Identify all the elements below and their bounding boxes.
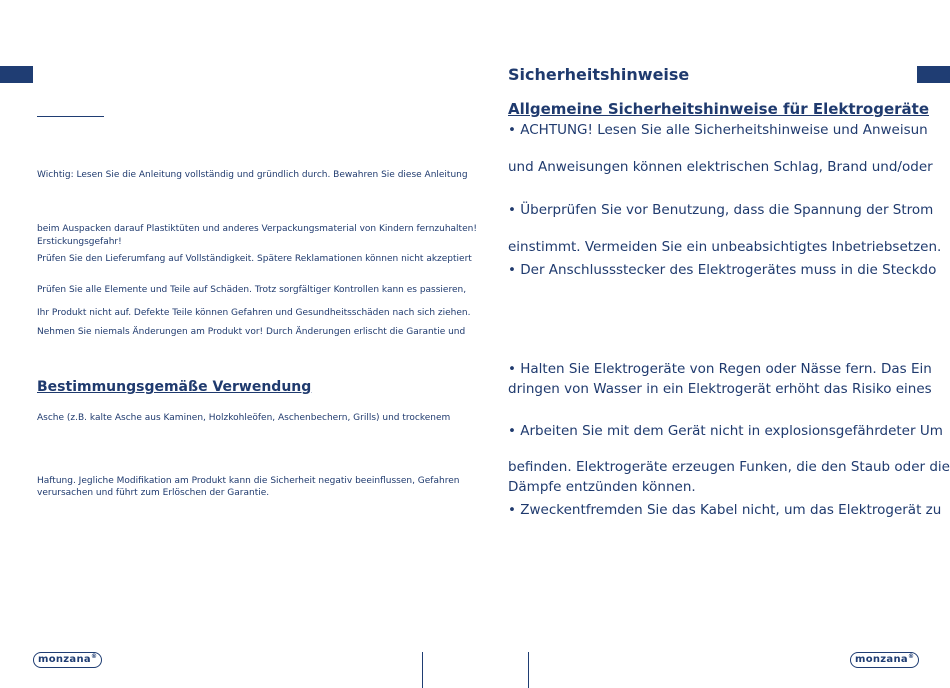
left-paragraph-4: Prüfen Sie den Lieferumfang auf Vollständigkeit. Spätere Reklamationen können nicht akzeptiert [37, 254, 472, 264]
section-paragraph-2: Haftung. Jegliche Modifikation am Produkt kann die Sicherheit negativ beeinflussen, Gefahren [37, 476, 460, 486]
safety-line-8: • Arbeiten Sie mit dem Gerät nicht in explosionsgefährdeter Um [508, 423, 943, 439]
left-heading-rule [37, 116, 104, 117]
safety-line-9: befinden. Elektrogeräte erzeugen Funken, die den Staub oder die [508, 459, 950, 475]
left-brand-logo-text: monzana [38, 654, 91, 665]
left-paragraph-1: Wichtig: Lesen Sie die Anleitung vollständig und gründlich durch. Bewahren Sie diese Anleitung [37, 170, 468, 180]
section-paragraph-1: Asche (z.B. kalte Asche aus Kaminen, Holzkohleöfen, Aschenbechern, Grills) und trockenem [37, 413, 451, 423]
safety-line-10: Dämpfe entzünden können. [508, 479, 696, 495]
right-brand-logo-text: monzana [855, 654, 908, 665]
left-paragraph-6: Ihr Produkt nicht auf. Defekte Teile können Gefahren und Gesundheitsschäden nach sich ziehen. [37, 308, 471, 318]
section-heading: Bestimmungsgemäße Verwendung [37, 379, 312, 395]
right-brand-logo [850, 652, 919, 668]
safety-line-6: • Halten Sie Elektrogeräte von Regen oder Nässe fern. Das Ein [508, 361, 932, 377]
left-brand-logo [33, 652, 102, 668]
left-registered-mark: ® [90, 653, 98, 660]
left-page-fold-mark [422, 652, 423, 688]
safety-line-5: • Der Anschlussstecker des Elektrogerätes muss in die Steckdo [508, 262, 937, 278]
section-paragraph-3: verursachen und führt zum Erlöschen der Garantie. [37, 488, 270, 498]
safety-line-4: einstimmt. Vermeiden Sie ein unbeabsichtigtes Inbetriebsetzen. [508, 239, 942, 255]
left-paragraph-7: Nehmen Sie niemals Änderungen am Produkt vor! Durch Änderungen erlischt die Garantie und [37, 327, 466, 337]
left-paragraph-3: Erstickungsgefahr! [37, 237, 122, 247]
right-page-fold-mark [528, 652, 529, 688]
safety-line-7: dringen von Wasser in ein Elektrogerät erhöht das Risiko eines [508, 381, 932, 397]
right-registered-mark: ® [907, 653, 915, 660]
right-page-tab [917, 66, 950, 83]
safety-title: Sicherheitshinweise [508, 65, 690, 84]
left-paragraph-5: Prüfen Sie alle Elemente und Teile auf Schäden. Trotz sorgfältiger Kontrollen kann es passieren, [37, 285, 467, 295]
left-paragraph-2: beim Auspacken darauf Plastiktüten und anderes Verpackungsmaterial von Kindern fernzuhalten! [37, 224, 477, 234]
safety-subtitle: Allgemeine Sicherheitshinweise für Elektrogeräte [508, 100, 930, 118]
safety-line-2: und Anweisungen können elektrischen Schlag, Brand und/oder [508, 159, 933, 175]
left-page-tab [0, 66, 33, 83]
safety-line-1: • ACHTUNG! Lesen Sie alle Sicherheitshinweise und Anweisun [508, 122, 928, 138]
safety-line-3: • Überprüfen Sie vor Benutzung, dass die Spannung der Strom [508, 202, 934, 218]
safety-line-11: • Zweckentfremden Sie das Kabel nicht, um das Elektrogerät zu [508, 502, 942, 518]
